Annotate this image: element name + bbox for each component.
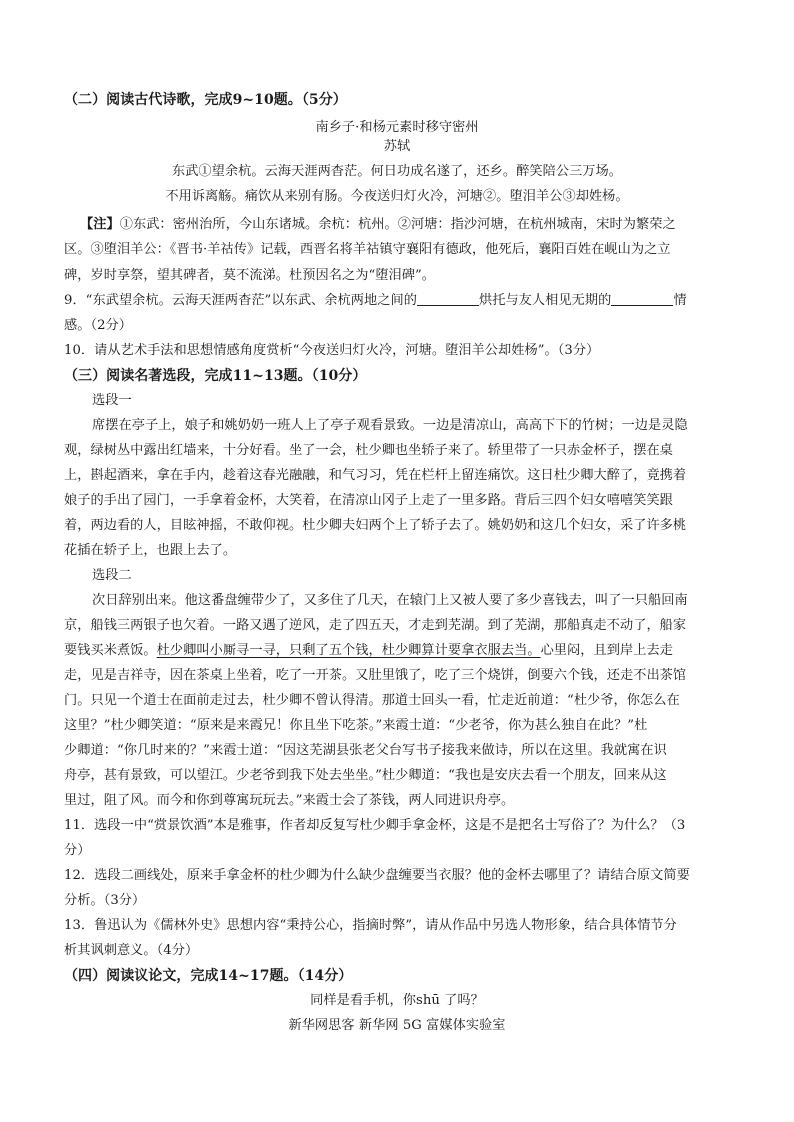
question-9-cont: 感。（2分） bbox=[64, 318, 133, 333]
poem-verse-2: 不用诉离觞。痛饮从来别有肠。今夜送归灯火冷，河塘②。堕泪羊公③却姓杨。 bbox=[165, 189, 629, 204]
question-13: 13．鲁迅认为《儒林外史》思想内容“秉持公心，指摘时弊”，请从作品中另选人物形象，结合具体情节分 bbox=[64, 918, 677, 933]
excerpt-2-label: 选段二 bbox=[92, 568, 132, 583]
question-11: 11．选段一中“赏景饮酒”本是雅事，作者却反复写杜少卿手拿金杯，这是不是把名士写俗了？为什么？（3 bbox=[64, 818, 686, 833]
section-4-heading: （四）阅读议论文，完成14~17题。（14分） bbox=[64, 968, 353, 984]
question-13-cont: 析其讽刺意义。（4分） bbox=[64, 943, 199, 958]
excerpt-2-line: 这里？”杜少卿笑道：“原来是来霞兄！你且坐下吃茶。”来霞士道：“少老爷，你为甚么独自在此？”杜 bbox=[64, 718, 648, 733]
essay-title: 同样是看手机，你shū 了吗？ bbox=[310, 993, 484, 1008]
excerpt-2-line: 少卿道：“你几时来的？”来霞士道：“因这芜湖县张老父台写书子接我来做诗，所以在这里。我就寓在识 bbox=[64, 743, 667, 758]
excerpt-2-line: 走，见是吉祥寺，因在茶桌上坐着，吃了一开茶。又肚里饿了，吃了三个烧饼，倒要六个钱，还走不出茶馆 bbox=[64, 668, 687, 683]
question-9 bbox=[64, 291, 687, 311]
q9-part-c: 情 bbox=[673, 293, 687, 308]
section-3-heading: （三）阅读名著选段，完成11~13题。（10分） bbox=[64, 368, 367, 384]
excerpt-1-label: 选段一 bbox=[92, 393, 132, 408]
question-11-cont: 分） bbox=[64, 843, 91, 858]
note-text-1: ①东武：密州治所，今山东诸城。余杭：杭州。②河塘：指沙河塘，在杭州城南，宋时为繁荣之 bbox=[119, 217, 676, 232]
section-2-heading: （二）阅读古代诗歌，完成9~10题。（5分） bbox=[64, 92, 347, 108]
poem-note-line-3: 碑，岁时享祭，望其碑者，莫不流涕。杜预因名之为“堕泪碑”。 bbox=[64, 268, 435, 283]
q9-blank-1[interactable] bbox=[417, 291, 479, 306]
excerpt-2-segment: 心里闷，且到岸上去走 bbox=[540, 643, 673, 658]
q9-part-b: 烘托与友人相见无期的 bbox=[478, 293, 612, 308]
poem-note-line-2: 区。③堕泪羊公：《晋书·羊祜传》记载，西晋名将羊祜镇守襄阳有德政，他死后，襄阳百姓在岘山为之立 bbox=[64, 242, 671, 257]
excerpt-1-line: 花插在轿子上，也跟上去了。 bbox=[64, 543, 237, 558]
excerpt-2-line: 京，船钱三两银子也欠着。一路又遇了逆风，走了四五天，才走到芜湖。到了芜湖，那船真走不动了，船家 bbox=[64, 618, 687, 633]
excerpt-2-line-underlined bbox=[64, 641, 673, 661]
excerpt-2-line: 舟亭，甚有景致，可以望江。少老爷到我下处去坐坐。”杜少卿道：“我也是安庆去看一个朋友，回来从这 bbox=[64, 768, 667, 783]
excerpt-2-line: 次日辞别出来。他这番盘缠带少了，又多住了几天，在辕门上又被人要了多少喜钱去，叫了一只船回南 bbox=[92, 593, 688, 608]
question-10: 10．请从艺术手法和思想情感角度赏析“今夜送归灯火冷，河塘。堕泪羊公却姓杨”。（3分） bbox=[64, 343, 600, 358]
excerpt-2-segment: 要钱买米煮饭。 bbox=[64, 643, 157, 658]
question-12: 12．选段二画线处，原来手拿金杯的杜少卿为什么缺少盘缠要当衣服？他的金杯去哪里了？请结合原文简要 bbox=[64, 868, 690, 883]
poem-title: 南乡子·和杨元素时移守密州 bbox=[315, 120, 479, 135]
underlined-passage: 杜少卿叫小厮寻一寻，只剩了五个钱，杜少卿算计要拿衣服去当。 bbox=[156, 643, 541, 658]
q9-part-a: 9．“东武望余杭。云海天涯两杳茫”以东武、余杭两地之间的 bbox=[64, 293, 417, 308]
excerpt-1-line: 上，斟起酒来，拿在手内，趁着这春光融融，和气习习，凭在栏杆上留连痛饮。这日杜少卿大醉了，竟携着 bbox=[64, 468, 687, 483]
note-label: 【注】 bbox=[80, 217, 120, 232]
q9-blank-2[interactable] bbox=[611, 291, 673, 306]
excerpt-1-line: 席摆在亭子上，娘子和姚奶奶一班人上了亭子观看景致。一边是清凉山，高高下下的竹树；一边是灵隐 bbox=[92, 418, 688, 433]
excerpt-1-line: 娘子的手出了园门，一手拿着金杯，大笑着，在清凉山冈子上走了一里多路。背后三四个妇女嘻嘻笑笑跟 bbox=[64, 493, 673, 508]
poem-author: 苏轼 bbox=[383, 139, 411, 154]
excerpt-1-line: 观，绿树丛中露出红墙来，十分好看。坐了一会，杜少卿也坐轿子来了。轿里带了一只赤金杯子，摆在桌 bbox=[64, 443, 673, 458]
poem-note-line-1 bbox=[80, 215, 676, 235]
poem-verse-1: 东武①望余杭。云海天涯两杳茫。何日功成名遂了，还乡。醉笑陪公三万场。 bbox=[171, 164, 623, 179]
excerpt-2-line: 里过，阻了风。而今和你到尊寓玩玩去。”来霞士会了茶钱，两人同进识舟亭。 bbox=[64, 793, 515, 808]
essay-source: 新华网思客 新华网 5G 富媒体实验室 bbox=[288, 1018, 506, 1033]
question-12-cont: 分析。（3分） bbox=[64, 893, 146, 908]
excerpt-2-line: 门。只见一个道士在面前走过去，杜少卿不曾认得清。那道士回头一看，忙走近前道：“杜少爷，你怎么在 bbox=[64, 693, 680, 708]
excerpt-1-line: 着，两边看的人，目眩神摇，不敢仰视。杜少卿夫妇两个上了轿子去了。姚奶奶和这几个妇女，采了许多桃 bbox=[64, 518, 687, 533]
